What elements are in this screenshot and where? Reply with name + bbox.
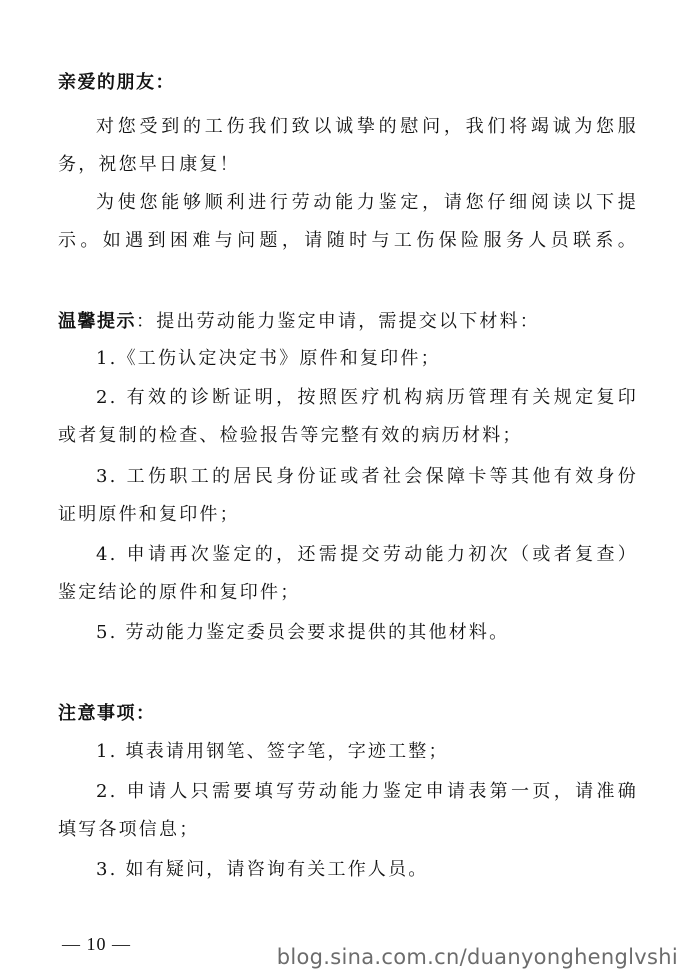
page-number: — 10 —	[62, 934, 131, 954]
notes-item-2-line-2: 填写各项信息；	[58, 819, 200, 840]
tips-item-4-line-1: 4. 申请再次鉴定的，还需提交劳动能力初次（或者复查）	[96, 544, 638, 565]
intro-paragraph-2-line-1: 为使您能够顺利进行劳动能力鉴定，请您仔细阅读以下提	[96, 192, 638, 213]
tips-heading-rest: ：提出劳动能力鉴定申请，需提交以下材料：	[136, 311, 540, 332]
notes-item-2-line-1: 2. 申请人只需要填写劳动能力鉴定申请表第一页，请准确	[96, 781, 638, 802]
watermark: blog.sina.com.cn/duanyonghenglvshi	[276, 945, 678, 969]
notes-item-1: 1. 填表请用钢笔、签字笔，字迹工整；	[96, 741, 449, 762]
tips-item-3-line-2: 证明原件和复印件；	[58, 504, 240, 525]
tips-item-1: 1.《工伤认定决定书》原件和复印件；	[96, 348, 441, 369]
intro-paragraph-1-line-1: 对您受到的工伤我们致以诚挚的慰问，我们将竭诚为您服	[96, 116, 638, 137]
notes-heading: 注意事项：	[58, 703, 156, 724]
intro-paragraph-2-line-2: 示。如遇到困难与问题，请随时与工伤保险服务人员联系。	[58, 230, 638, 251]
tips-item-2-line-2: 或者复制的检查、检验报告等完整有效的病历材料；	[58, 425, 523, 446]
notes-item-3: 3. 如有疑问，请咨询有关工作人员。	[96, 859, 429, 880]
tips-item-4-line-2: 鉴定结论的原件和复印件；	[58, 582, 301, 603]
greeting: 亲爱的朋友：	[58, 72, 175, 93]
tips-heading-line	[58, 310, 638, 334]
tips-item-2-line-1: 2. 有效的诊断证明，按照医疗机构病历管理有关规定复印	[96, 387, 638, 408]
tips-item-3-line-1: 3. 工伤职工的居民身份证或者社会保障卡等其他有效身份	[96, 466, 638, 487]
intro-paragraph-1-line-2: 务，祝您早日康复！	[58, 154, 240, 175]
tips-heading: 温馨提示	[58, 311, 136, 332]
tips-item-5: 5. 劳动能力鉴定委员会要求提供的其他材料。	[96, 622, 510, 643]
